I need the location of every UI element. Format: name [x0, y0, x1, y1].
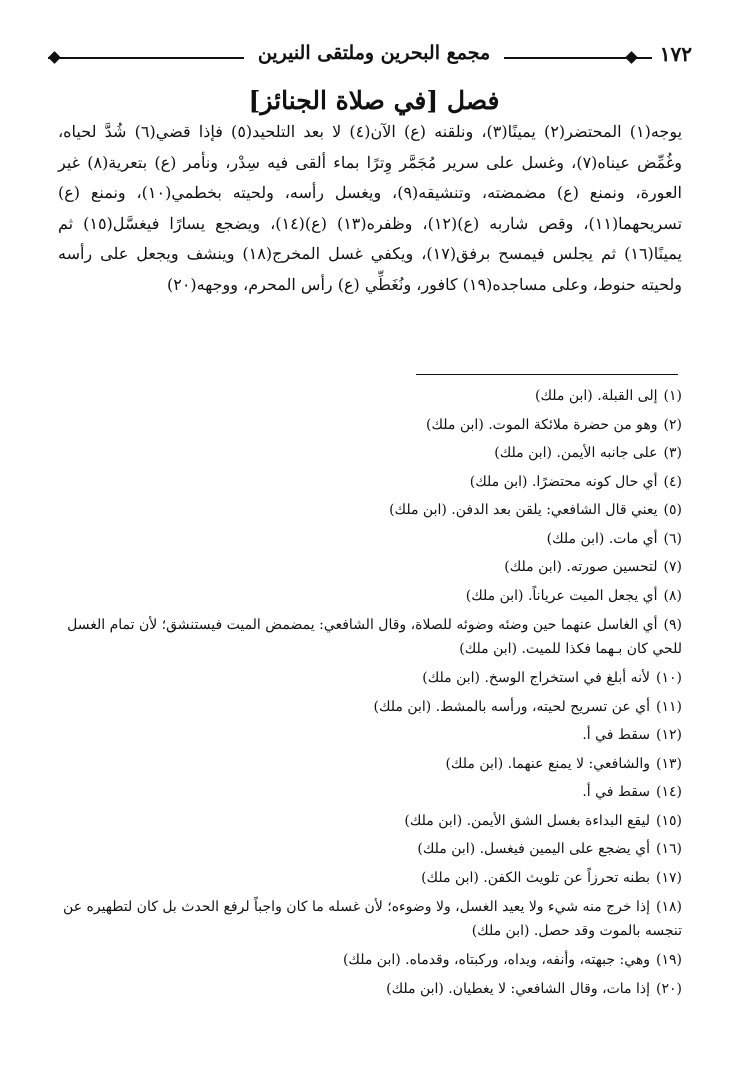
- footnote-number: (١٦): [656, 841, 682, 857]
- footnote-item: [52, 664, 682, 693]
- footnote-text: إلى القبلة. (ابن ملك): [535, 388, 658, 404]
- page-number: ١٧٢: [652, 42, 700, 66]
- footnote-number: (١٠): [656, 670, 682, 686]
- footnote-text: ليقع البداءة بغسل الشق الأيمن. (ابن ملك): [404, 812, 651, 829]
- footnote-number: (٦): [663, 530, 682, 547]
- footnote-item: [52, 582, 682, 611]
- footnote-text: على جانبه الأيمن. (ابن ملك): [494, 445, 658, 461]
- footnote-item: [52, 693, 682, 722]
- footnote-text: لتحسين صورته. (ابن ملك): [504, 559, 658, 575]
- footnote-item: [52, 553, 682, 582]
- footnote-number: (٥): [663, 502, 682, 518]
- footnote-item: [52, 721, 682, 750]
- page-header: [48, 38, 700, 68]
- footnote-separator: [416, 374, 678, 375]
- footnote-number: (٨): [663, 587, 682, 604]
- footnote-text: يعني قال الشافعي: يلقن بعد الدفن. (ابن ملك): [389, 502, 658, 518]
- footnote-number: (٩): [663, 617, 682, 633]
- footnote-text: أي مات. (ابن ملك): [546, 530, 658, 547]
- footnote-text: أي حال كونه محتضرًا. (ابن ملك): [469, 473, 658, 490]
- footnote-number: (١٢): [656, 727, 682, 743]
- footnote-item: [52, 835, 682, 864]
- footnote-item: [52, 525, 682, 554]
- footnote-item: [52, 439, 682, 468]
- footnote-number: (٧): [663, 559, 682, 575]
- footnote-item: [52, 468, 682, 497]
- footnote-item: [52, 750, 682, 779]
- footnote-text: أي الغاسل عنهما حين وضئه وضوئه للصلاة، وقال الشافعي: يمضمض الميت فيستنشق؛ لأن تمام الغسل للحي كان بـهما فكذا للميت. (ابن ملك): [67, 617, 682, 657]
- footnote-number: (١٧): [656, 869, 682, 886]
- footnote-number: (٢٠): [656, 980, 682, 997]
- footnote-number: (١١): [656, 698, 682, 715]
- footnote-number: (٤): [663, 473, 682, 490]
- footnote-item: [52, 975, 682, 1004]
- footnote-text: سقط في أ.: [582, 784, 651, 800]
- footnote-item: [52, 892, 682, 946]
- footnote-text: أي يضجع على اليمين فيغسل. (ابن ملك): [417, 841, 651, 857]
- footnote-text: بطنه تحرزاً عن تلويث الكفن. (ابن ملك): [421, 869, 651, 886]
- footnote-text: سقط في أ.: [582, 727, 651, 743]
- footnote-item: [52, 778, 682, 807]
- footnote-item: [52, 610, 682, 664]
- footnote-item: [52, 496, 682, 525]
- footnote-text: إذا خرج منه شيء ولا يعيد الغسل، ولا وضوءه؛ لأن غسله ما كان واجباً لرفع الحدث بل كان لتطهيره عن تنجسه بالموت وقد حصل. (ابن ملك): [63, 899, 682, 939]
- footnote-number: (١٨): [656, 899, 682, 915]
- footnote-item: [52, 807, 682, 836]
- footnote-text: أي يجعل الميت عرياناً. (ابن ملك): [465, 587, 658, 604]
- section-title: فصل [في صلاة الجنائز]: [248, 86, 500, 115]
- footnote-item: [52, 864, 682, 893]
- footnote-text: إذا مات، وقال الشافعي: لا يغطيان. (ابن ملك): [386, 980, 651, 997]
- footnote-item: [52, 411, 682, 440]
- running-title: [48, 42, 700, 64]
- footnote-number: (٢): [663, 416, 682, 433]
- footnote-number: (١): [663, 388, 682, 404]
- footnote-number: (١٥): [656, 812, 682, 829]
- footnotes-list: [52, 382, 682, 1003]
- main-paragraph: يوجه(١) المحتضر(٢) يمينًا(٣)، ونلقنه (ع) الآن(٤) لا بعد التلحيد(٥) فإذا قضي(٦) شُدَّ لحياه، وغُمِّض عيناه(٧)، وغسل على سرير مُجَمَّر وِترًا بماء ألقى فيه سِدْر، ونأمر (ع) بتعرية(٨) غير العورة، ونمنع (ع) مضمضته، وتنشيقه(٩)، ويغسل رأسه، ولحيته بخطمي(١٠)، ونمنع (ع) تسريحهما(١١)، وقص شاربه (ع)(١٢)، وظفره(١٣) (ع)(١٤)، ويضجع يسارًا فيغسَّل(١٥) ثم يمينًا(١٦) ثم يجلس فيمسح برفق(١٧)، ويكفي غسل المخرج(١٨) وينشف ويجعل على رأسه ولحيته حنوط، وعلى مساجده(١٩) كافور، ونُغَطِّي (ع) رأس المحرم، ووجهه(٢٠): [58, 122, 683, 294]
- footnote-text: والشافعي: لا يمنع عنهما. (ابن ملك): [445, 755, 651, 772]
- footnote-text: وهي: جبهته، وأنفه، ويداه، وركبتاه، وقدماه. (ابن ملك): [342, 952, 651, 968]
- main-text: [58, 117, 682, 300]
- footnote-number: (١٣): [656, 755, 682, 772]
- footnote-text: أي عن تسريح لحيته، ورأسه بالمشط. (ابن ملك): [373, 698, 651, 715]
- footnote-text: وهو من حضرة ملائكة الموت. (ابن ملك): [426, 416, 658, 433]
- running-title-text: مجمع البحرين وملتقى النيرين: [244, 42, 504, 64]
- footnote-item: [52, 946, 682, 975]
- footnote-text: لأنه أبلغ في استخراج الوسخ. (ابن ملك): [422, 670, 651, 686]
- footnote-number: (٣): [663, 445, 682, 461]
- footnote-item: [52, 382, 682, 411]
- footnote-number: (١٤): [656, 784, 682, 800]
- footnote-number: (١٩): [656, 952, 682, 968]
